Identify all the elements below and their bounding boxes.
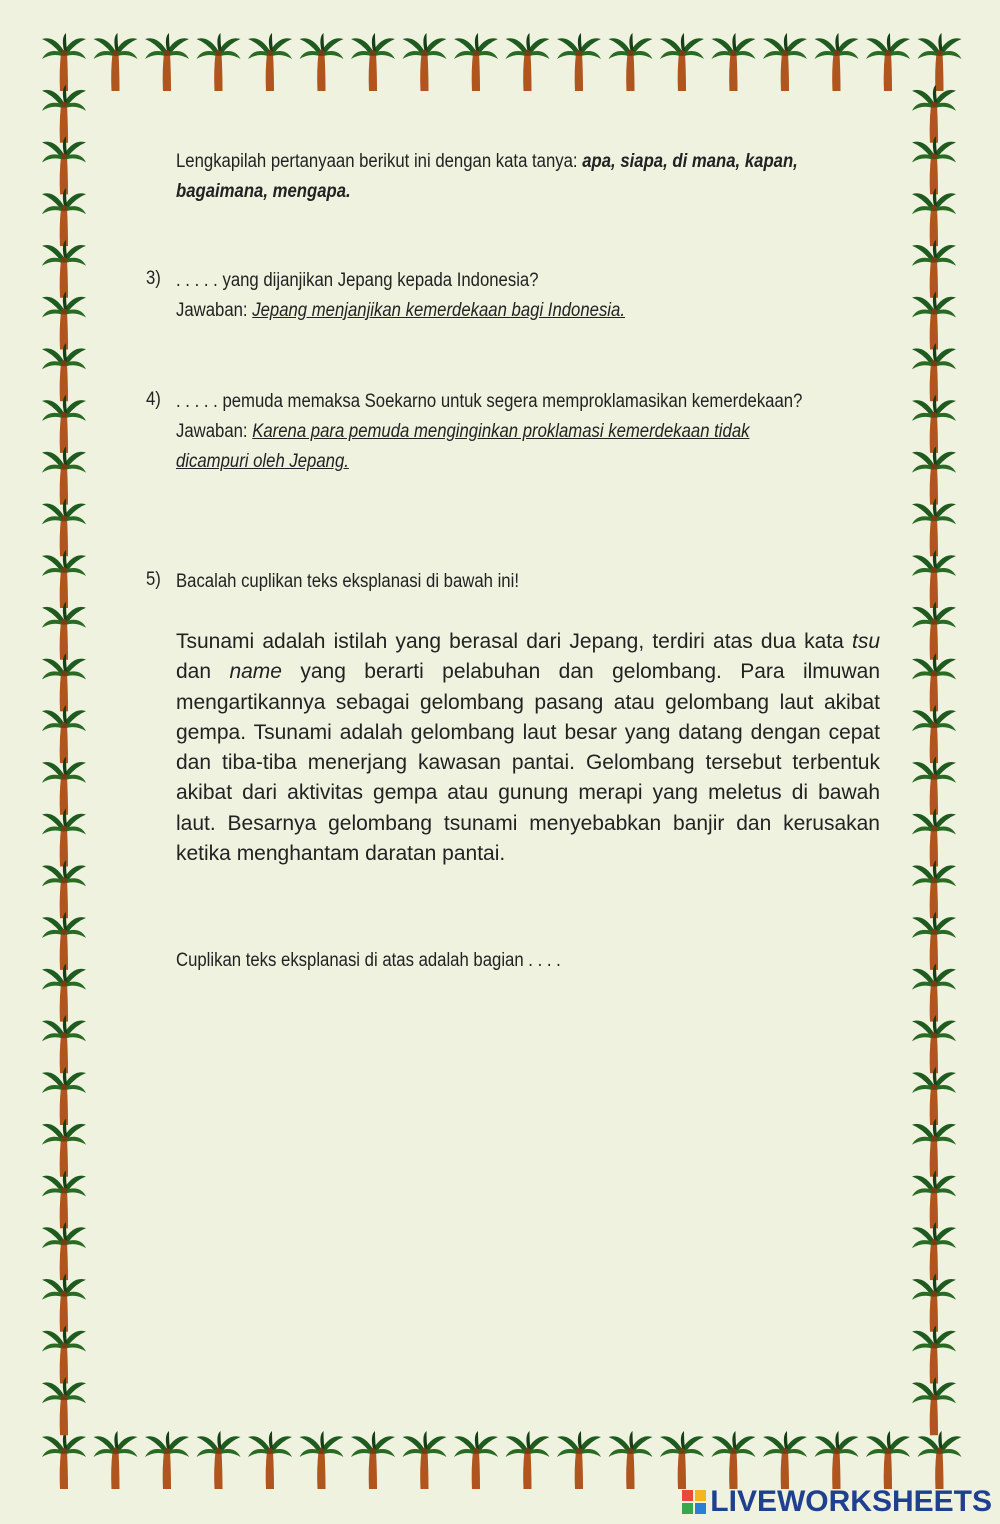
logo-icon: [682, 1490, 706, 1514]
question-4-text: . . . . . pemuda memaksa Soekarno untuk segera memproklamasikan kemerdekaan?: [176, 391, 803, 412]
question-4-answer-line2: dicampuri oleh Jepang.: [176, 451, 349, 472]
passage-part-2: dan: [176, 660, 230, 684]
passage-term-tsu: tsu: [851, 630, 880, 653]
passage-term-name: name: [229, 660, 282, 684]
question-3-number: 3): [146, 268, 161, 289]
question-4-number: 4): [146, 389, 161, 410]
passage-part-1: Tsunami adalah istilah yang berasal dari Jepang, terdiri atas dua kata: [176, 630, 852, 653]
explanation-passage: [176, 627, 880, 869]
question-4-answer-block: [176, 417, 880, 447]
question-3-answer: Jepang menjanjikan kemerdekaan bagi Indonesia.: [252, 300, 625, 321]
liveworksheets-logo[interactable]: [682, 1484, 992, 1520]
question-words-line2: bagaimana, mengapa.: [176, 181, 351, 202]
answer-label: Jawaban:: [176, 300, 253, 321]
question-5-text: Cuplikan teks eksplanasi di atas adalah bagian . . . .: [176, 950, 561, 971]
instruction: [176, 147, 798, 207]
logo-text: LIVEWORKSHEETS: [710, 1485, 992, 1518]
question-3: [176, 266, 625, 326]
passage-part-3: yang berarti pelabuhan dan gelombang. Para ilmuwan mengartikannya sebagai gelombang pasang atau gelombang laut akibat gempa. Tsunami adalah gelombang laut besar yang datang dengan cepat dan tiba-tiba menerjang kawasan pantai. Gelombang tersebut terbentuk akibat dari aktivitas gempa atau gunung merapi yang meletus di bawah laut. Besarnya gelombang tsunami menyebabkan banjir dan kerusakan ketika menghantam daratan pantai.: [176, 660, 880, 866]
answer-label: Jawaban:: [176, 421, 253, 442]
question-5-instruction: Bacalah cuplikan teks eksplanasi di bawah ini!: [176, 571, 519, 592]
question-4-answer-line1: Karena para pemuda menginginkan proklamasi kemerdekaan tidak: [252, 421, 750, 442]
question-5-number: 5): [146, 569, 161, 590]
question-words-line1: apa, siapa, di mana, kapan,: [582, 151, 798, 172]
instruction-text: Lengkapilah pertanyaan berikut ini dengan kata tanya:: [176, 151, 583, 172]
question-3-text: . . . . . yang dijanjikan Jepang kepada Indonesia?: [176, 270, 539, 291]
